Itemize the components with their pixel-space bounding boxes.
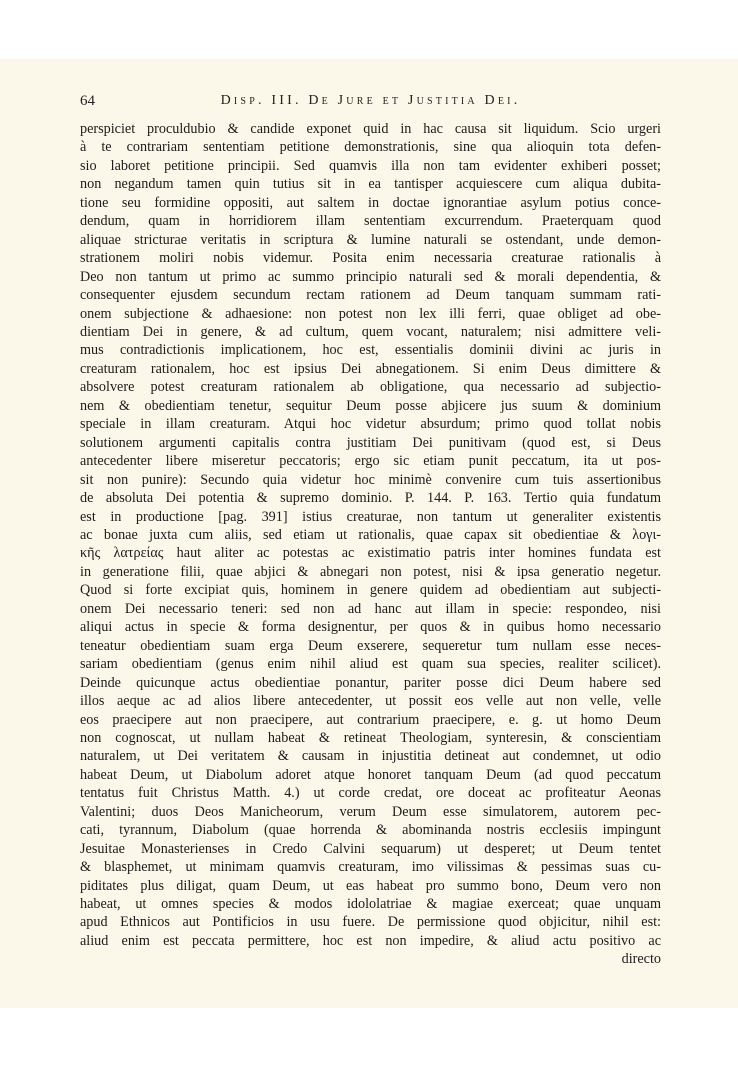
text-line: sariam obedientiam (genus enim nihil aliud est quam sua species, realiter scilicet).	[80, 656, 661, 673]
body-text	[80, 120, 661, 969]
text-line: piditates plus diligat, quam Deum, ut eas habeat pro summo bono, Deum vero non	[80, 877, 661, 894]
text-line: aliquae stricturae veritatis in scriptura & lumine naturali se ostendant, unde demon-	[80, 231, 661, 248]
text-line: onem Dei necessario teneri: sed non ad hanc aut illam in specie: respondeo, nisi	[80, 600, 661, 617]
text-line: Jesuitae Monasterienses in Credo Calvini sequarum) ut desperet; ut Deum tentet	[80, 840, 661, 857]
text-line: Deo non tantum ut primo ac summo principio naturali sed & morali dependentia, &	[80, 268, 661, 285]
text-line: de absoluta Dei potentia & supremo dominio. P. 144. P. 163. Tertio quia fundatum	[80, 490, 661, 507]
page-number: 64	[80, 93, 95, 109]
text-line: habeat, ut omnes species & modos idololatriae & magiae exerceat; quae unquam	[80, 896, 661, 913]
text-line: directo	[621, 951, 661, 968]
text-line: mus contradictionis implicationem, hoc est, essentialis dominii divini ac juris in	[80, 342, 661, 359]
text-line: aliqui actus in specie & forma designentur, per quos & in quibus homo necessario	[80, 619, 661, 636]
text-line: Valentini; duos Deos Manicheorum, verum Deum esse simulatorem, autorem pec-	[80, 803, 661, 820]
text-line: apud Ethnicos aut Pontificios in usu fuere. De permissione quod objicitur, nihil est:	[80, 914, 661, 931]
text-line: cati, tyrannum, Diabolum (quae horrenda & abominanda nostris ecclesiis impingunt	[80, 822, 661, 839]
text-line: speciale in illam creaturam. Atqui hoc videtur absurdum; primo quod tollat nobis	[80, 416, 661, 433]
text-line: & blasphemet, ut minimam quamvis creaturam, imo vilissimas & pessimas suas cu-	[80, 859, 661, 876]
text-line: κῆς λατρείας haut aliter ac potestas ac existimatio patris inter homines fundata est	[80, 545, 661, 562]
page-header	[80, 93, 661, 113]
text-line: à te contrariam sententiam petitione demonstrationis, sine qua alioquin tota defen-	[80, 139, 661, 156]
text-line: sio laboret petitione principii. Sed quamvis illa non tam evidenter exhiberi posset;	[80, 157, 661, 174]
text-line: dendum, quam in horridiorem illam sententiam excurrendum. Praeterquam quod	[80, 213, 661, 230]
text-line: creaturam rationalem, hoc est ipsius Dei abnegationem. Si enim Deus dimittere &	[80, 360, 661, 377]
text-line: dientiam Dei in genere, & ad cultum, quem vocant, naturalem; nisi admittere veli-	[80, 323, 661, 340]
text-line: ac bonae juxta cum aliis, sed etiam ut rationalis, quae capax sit obedientiae & λογι-	[80, 526, 661, 543]
text-line: absolvere potest creaturam rationalem ab obligatione, qua necessario ad subjectio-	[80, 379, 661, 396]
text-line: teneatur obedientiam suam erga Deum exserere, sequeretur tum nullam esse neces-	[80, 637, 661, 654]
text-line: perspiciet proculdubio & candide exponet quid in hac causa sit liquidum. Scio urgeri	[80, 121, 661, 137]
text-line: eos praecipere aut non praecipere, aut contrarium praecipere, e. g. ut homo Deum	[80, 711, 661, 728]
text-line: non negandum tamen quin tutius sit in ea tantisper acquiescere cum aliqua dubita-	[80, 176, 661, 193]
text-line: consequenter ejusdem secundum rectam rationem ad Deum tanquam summam rati-	[80, 287, 661, 304]
text-line: Deinde quicunque actus obedientiae ponantur, pariter posse dici Deum habere sed	[80, 674, 661, 691]
text-line: habeat Deum, ut Diabolum adoret atque honoret tanquam Deum (ad quod peccatum	[80, 766, 661, 783]
text-line: naturalem, ut Dei veritatem & causam in injustitia detineat aut condemnet, ut odio	[80, 748, 661, 765]
text-line: antecedenter libere miseretur peccatoris; ergo sic etiam punit peccatum, ita ut pos-	[80, 453, 661, 470]
running-head: Disp. III. De Jure et Justitia Dei.	[220, 93, 521, 108]
text-line: nem & obedientiam tenetur, sequitur Deum posse abjicere jus suum & dominium	[80, 397, 661, 414]
text-line: tione seu formidine oppositi, aut saltem in doctae ignorantiae asylum potius conce-	[80, 194, 661, 211]
text-line: illos aeque ac ad alios libere antecedenter, ut possit eos velle aut non velle, velle	[80, 693, 661, 710]
text-line: onem subjectione & adhaesione: non potest non lex illi ferri, quae obliget ad obe-	[80, 305, 661, 322]
text-line: aliud enim est peccata permittere, hoc est non impedire, & aliud actu positivo ac	[80, 932, 661, 949]
text-line: sit non punire): Secundo quia videtur hoc minimè convenire cum tuis assertionibus	[80, 471, 661, 488]
text-line: solutionem argumenti capitalis contra justitiam Dei punitivam (quod est, si Deus	[80, 434, 661, 451]
text-line: est in productione [pag. 391] istius creaturae, non tantum ut generaliter existentis	[80, 508, 661, 525]
text-line: tentatus fuit Christus Matth. 4.) ut corde credat, ore doceat ac profiteatur Aeonas	[80, 785, 661, 802]
text-line: in generatione filii, quae abjici & abnegari non potest, nisi & ipsa generatio negetur.	[80, 563, 661, 580]
text-line: Quod si forte excipiat quis, hominem in genere quidem ad obedientiam aut subjecti-	[80, 582, 661, 599]
text-line: strationem moliri nobis videmur. Posita enim necessaria creaturae rationalis à	[80, 250, 661, 267]
text-line: non cognoscat, ut nullam habeat & retineat Theologiam, synteresin, & conscientiam	[80, 729, 661, 746]
